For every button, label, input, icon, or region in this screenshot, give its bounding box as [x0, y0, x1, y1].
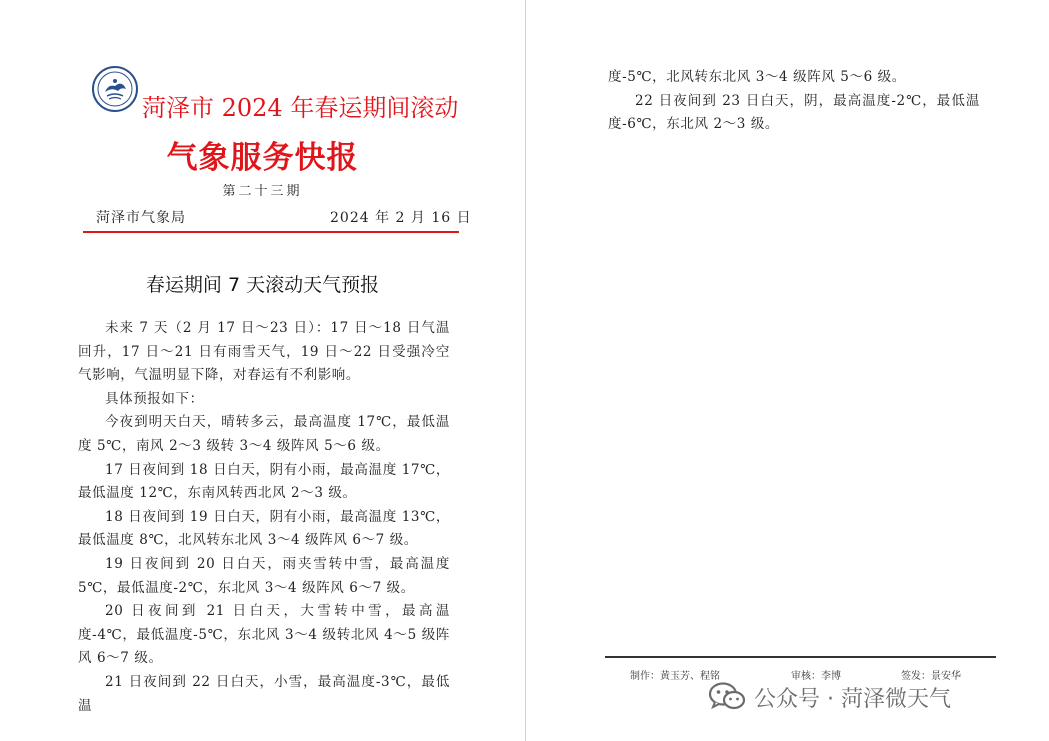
report-title-line2: 气象服务快报 [166, 140, 359, 176]
wechat-icon [708, 681, 746, 713]
forecast-continuation: 度-5℃，北风转东北风 3～4 级阵风 5～6 级。 [608, 69, 906, 85]
issue-number: 第二十三期 [222, 184, 303, 199]
footer-divider [605, 656, 996, 658]
forecast-day: 20 日夜间到 21 日白天，大雪转中雪，最高温度-4℃，最低温度-5℃，东北风 3～4 级转北风 4～5 级阵风 6～7 级。 [78, 603, 450, 667]
forecast-body-continued [608, 66, 980, 137]
forecast-day: 21 日夜间到 22 日白天，小雪，最高温度-3℃，最低温 [78, 673, 450, 714]
forecast-summary: 未来 7 天（2 月 17 日～23 日）：17 日～18 日气温回升，17 日～21 日有雨雪天气，19 日～22 日受强冷空气影响，气温明显下降，对春运有不利影响。 [78, 320, 450, 384]
header-divider [83, 231, 459, 233]
report-title-line1: 菏泽市 2024 年春运期间滚动 [142, 94, 459, 122]
signer: 签发：景安华 [901, 671, 961, 682]
section-heading: 春运期间 7 天滚动天气预报 [145, 274, 380, 296]
forecast-day: 17 日夜间到 18 日白天，阴有小雨，最高温度 17℃，最低温度 12℃，东南风转西北风 2～3 级。 [78, 461, 450, 502]
forecast-day: 22 日夜间到 23 日白天，阴，最高温度-2℃，最低温度-6℃，东北风 2～3 级。 [608, 92, 980, 133]
reviewer: 审核：李博 [791, 671, 841, 682]
page-divider [525, 0, 526, 741]
issue-date: 2024 年 2 月 16 日 [330, 210, 472, 226]
forecast-day: 18 日夜间到 19 日白天，阴有小雨，最高温度 13℃，最低温度 8℃，北风转东北风 3～4 级阵风 6～7 级。 [78, 508, 450, 549]
forecast-intro: 具体预报如下： [105, 390, 204, 407]
forecast-day: 今夜到明天白天，晴转多云，最高温度 17℃，最低温度 5℃，南风 2～3 级转 3～4 级阵风 5～6 级。 [78, 414, 450, 454]
issuing-organization: 菏泽市气象局 [96, 210, 186, 226]
meteorological-emblem-icon [92, 66, 138, 112]
made-by: 制作：黄玉芳、程铭 [630, 671, 720, 682]
forecast-body [78, 317, 450, 718]
forecast-day: 19 日夜间到 20 日白天，雨夹雪转中雪，最高温度 5℃，最低温度-2℃，东北风 3～4 级阵风 6～7 级。 [78, 555, 450, 596]
wechat-watermark [708, 680, 951, 714]
watermark-text: 公众号 · 菏泽微天气 [754, 686, 951, 712]
